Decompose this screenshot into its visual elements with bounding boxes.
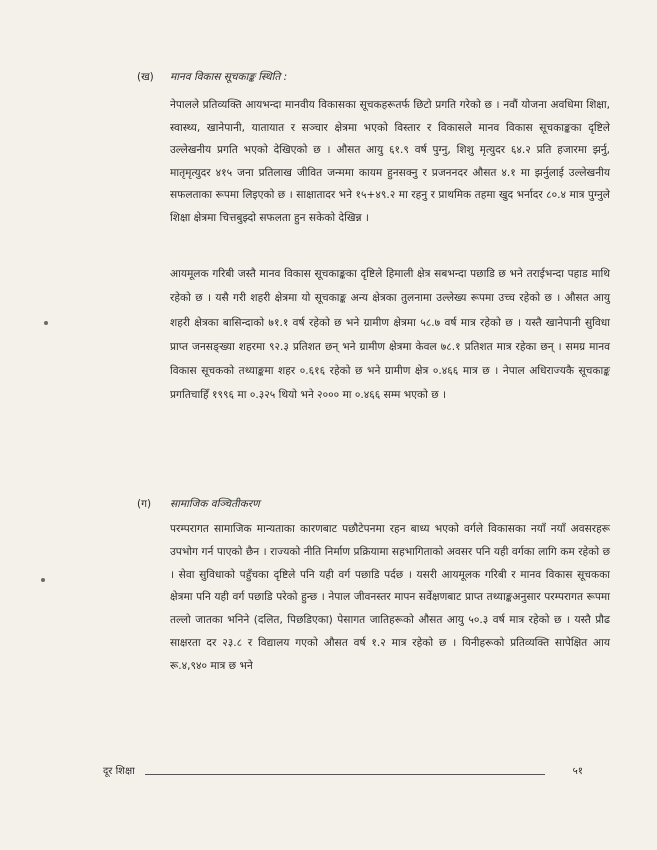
section-title: मानव विकास सूचकाङ्क स्थिति : xyxy=(170,71,288,83)
section-number: (ख) xyxy=(137,71,154,83)
footer-divider xyxy=(145,774,545,775)
margin-speck xyxy=(44,321,48,325)
section-number: (ग) xyxy=(137,498,152,510)
paragraph-social-exclusion: परम्परागत सामाजिक मान्यताका कारणबाट पछौटेपनमा रहन बाध्य भएको वर्गले विकासका नयाँ नयाँ अवसरहरू उपभोग गर्न पाएको छैन । राज्यको नीति निर्माण प्रक्रियामा सहभागिताको अवसर पनि यही वर्गका लागि कम रहेको छ । सेवा सुविधाको पहुँचका दृष्टिले पनि यही वर्ग पछाडि पर्दछ । यसरी आयमूलक गरिबी र मानव विकास सूचकका क्षेत्रमा पनि यही वर्ग पछाडि परेको हुन्छ । नेपाल जीवनस्तर मापन सर्वेक्षणबाट प्राप्त तथ्याङ्कअनुसार परम्परागत रूपमा तल्लो जातका भनिने (दलित, पिछडिएका) पेसागत जातिहरूको औसत आयु ५०.३ वर्ष मात्र रहेको छ । यस्तै प्रौढ साक्षरता दर २३.८ र विद्यालय गएको औसत वर्ष १.२ मात्र रहेको छ । यिनीहरूको प्रतिव्यक्ति सापेक्षित आय रू.४,९४० मात्र छ भने xyxy=(170,523,610,672)
section-title: सामाजिक वञ्चितीकरण xyxy=(170,498,260,510)
page-number: ५१ xyxy=(572,766,583,777)
paragraph-regional-disparity: आयमूलक गरिबी जस्तै मानव विकास सूचकाङ्कका दृष्टिले हिमाली क्षेत्र सबभन्दा पछाडि छ भने तराईभन्दा पहाड माथि रहेको छ । यसै गरी शहरी क्षेत्रमा यो सूचकाङ्क अन्य क्षेत्रका तुलनामा उल्लेख्य रूपमा उच्च रहेको छ । औसत आयु शहरी क्षेत्रका बासिन्दाको ७१.१ वर्ष रहेको छ भने ग्रामीण क्षेत्रमा ५८.७ वर्ष मात्र रहेको छ । यस्तै खानेपानी सुविधा प्राप्त जनसङ्ख्या शहरमा ९२.३ प्रतिशत छन् भने ग्रामीण क्षेत्रमा केवल ७८.१ प्रतिशत मात्र रहेका छन् । समग्र मानव विकास सूचकको तथ्याङ्कमा शहर ०.६१६ रहेको छ भने ग्रामीण क्षेत्र ०.४६६ मात्र छ । नेपाल अधिराज्यकै सूचकाङ्क प्रगतिचाहिँ १९९६ मा ०.३२५ थियो भने २००० मा ०.४६६ सम्म भएको छ । xyxy=(170,268,610,402)
paragraph-hdi-status: नेपालले प्रतिव्यक्ति आयभन्दा मानवीय विकासका सूचकहरूतर्फ छिटो प्रगति गरेको छ । नवौं योजना अवधिमा शिक्षा, स्वास्थ्य, खानेपानी, यातायात र सञ्चार क्षेत्रमा भएको विस्तार र विकासले मानव विकास सूचकाङ्कका दृष्टिले उल्लेखनीय प्रगति भएको देखिएको छ । औसत आयु ६१.९ वर्ष पुग्नु, शिशु मृत्युदर ६४.२ प्रति हजारमा झर्नु, मातृमृत्युदर ४१५ जना प्रतिलाख जीवित जन्ममा कायम हुनसक्नु र प्रजननदर औसत ४.१ मा झर्नुलाई उल्लेखनीय सफलताका रूपमा लिइएको छ । साक्षातादर भने ‌१५+४९.२ मा रहनु र प्राथमिक तहमा खुद भर्नादर ८०.४ मात्र पुग्नुले शिक्षा क्षेत्रमा चित्तबुझ्दो सफलता हुन सकेको देखिन्न । xyxy=(170,99,610,224)
margin-speck xyxy=(41,578,45,582)
footer-label: दूर शिक्षा xyxy=(103,766,135,777)
page-footer xyxy=(103,763,583,779)
